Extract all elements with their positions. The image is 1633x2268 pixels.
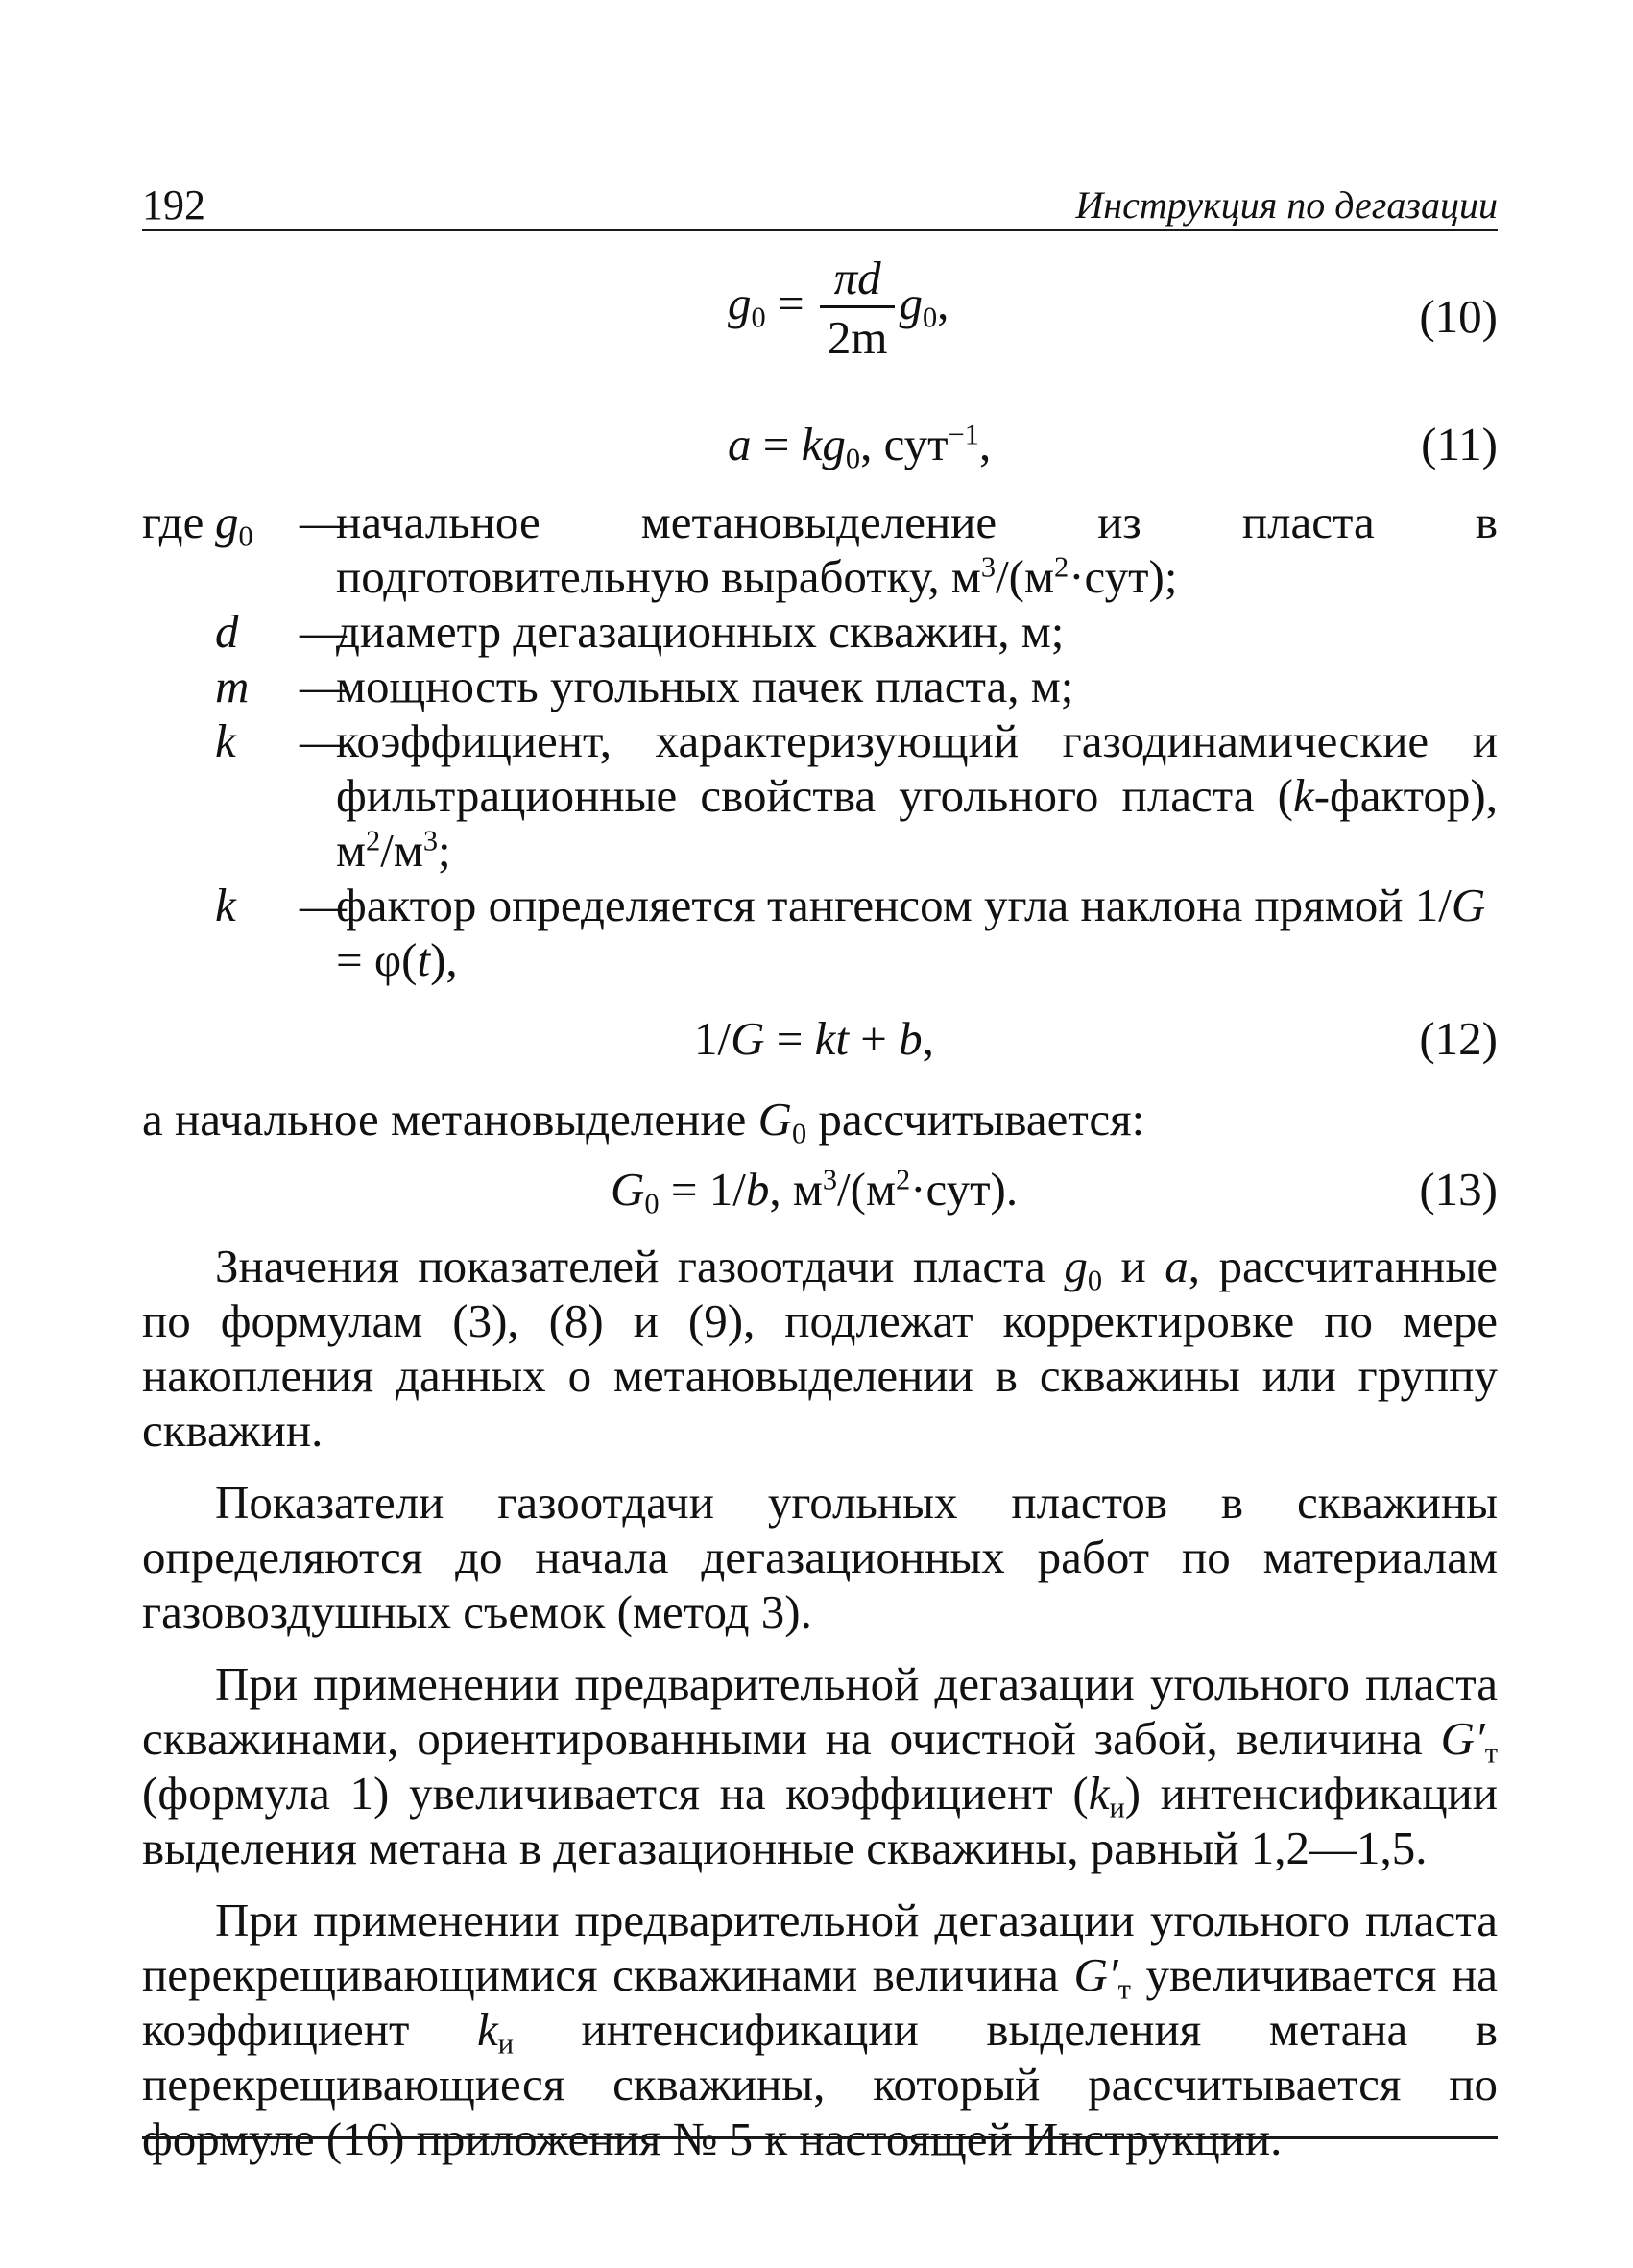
paragraph: Показатели газоотдачи угольных пластов в скважины определяются до начала дегазационных работ по материалам газовоздушных съемок (метод 3).: [142, 1476, 1498, 1638]
formula-13: [142, 1163, 1498, 1223]
running-title: Инструкция по дегазации: [1075, 183, 1498, 227]
running-header: [142, 175, 1498, 231]
paragraph: Значения показателей газоотдачи пласта $g_0$ и a, рассчитанные по формулам (3), (8) и (9), подлежат корректировке по мере накопления данных о метановыделении в скважины или группу скважин.: [142, 1240, 1498, 1457]
bottom-rule: [142, 2136, 1498, 2139]
equation-number: (11): [1421, 418, 1498, 470]
page-number: 192: [142, 181, 205, 229]
formula-12-expression: 1/G = kt + b,: [694, 1012, 934, 1065]
paragraph: При применении предварительной дегазации угольного пласта скважинами, ориентированными на очистной забой, величина $G'_т$ (формула 1) увеличивается на коэффициент $(k_и)$ интенсификации выделения метана в дегазационные скважины, равный 1,2—1,5.: [142, 1657, 1498, 1874]
body-text: [142, 1239, 1498, 2184]
formula-13-intro: а начальное метановыделение $G_0$ рассчитывается:: [142, 1093, 1145, 1150]
variable-definitions: [142, 495, 1498, 987]
formula-11: [142, 418, 1498, 478]
formula-10: [142, 252, 1498, 364]
definition-row: где $g_0$ — начальное метановыделение из пласта в подготовительную выработку, $м^3/(м^2\cdot сут)$;: [142, 495, 1498, 603]
fraction: $\frac{\pi d}{2m}$: [820, 254, 896, 361]
definition-row: m — мощность угольных пачек пласта, м;: [215, 660, 1074, 712]
definition-row: d — диаметр дегазационных скважин, м;: [215, 605, 1065, 658]
definition-row: k — фактор определяется тангенсом угла наклона прямой 1/G = φ(t),: [215, 879, 1486, 986]
formula-13-expression: $G_0 = 1/b$, $м^3/(м^2\cdot сут)$.: [611, 1163, 1019, 1220]
equation-number: (10): [1419, 290, 1498, 343]
equation-number: (12): [1419, 1012, 1498, 1065]
definition-row: k — коэффициент, характеризующий газодинамические и фильтрационные свойства угольного пласта (k-фактор), $м^2/м^3$;: [215, 714, 1498, 877]
formula-11-expression: $a = kg_0$, сут$^{-1}$,: [728, 418, 992, 475]
formula-10-expression: $g_0$ = $\frac{\pi d}{2m}$ $g_0$,: [728, 252, 949, 364]
equation-number: (13): [1419, 1163, 1498, 1216]
formula-12: [142, 1012, 1498, 1073]
paragraph: При применении предварительной дегазации угольного пласта перекрещивающимися скважинами величина $G'_т$ увеличивается на коэффициент $k_и$ интенсификации выделения метана в перекрещивающиеся скважины, который рассчитывается по формуле (16) приложения № 5 к настоящей Инструкции.: [142, 1894, 1498, 2165]
